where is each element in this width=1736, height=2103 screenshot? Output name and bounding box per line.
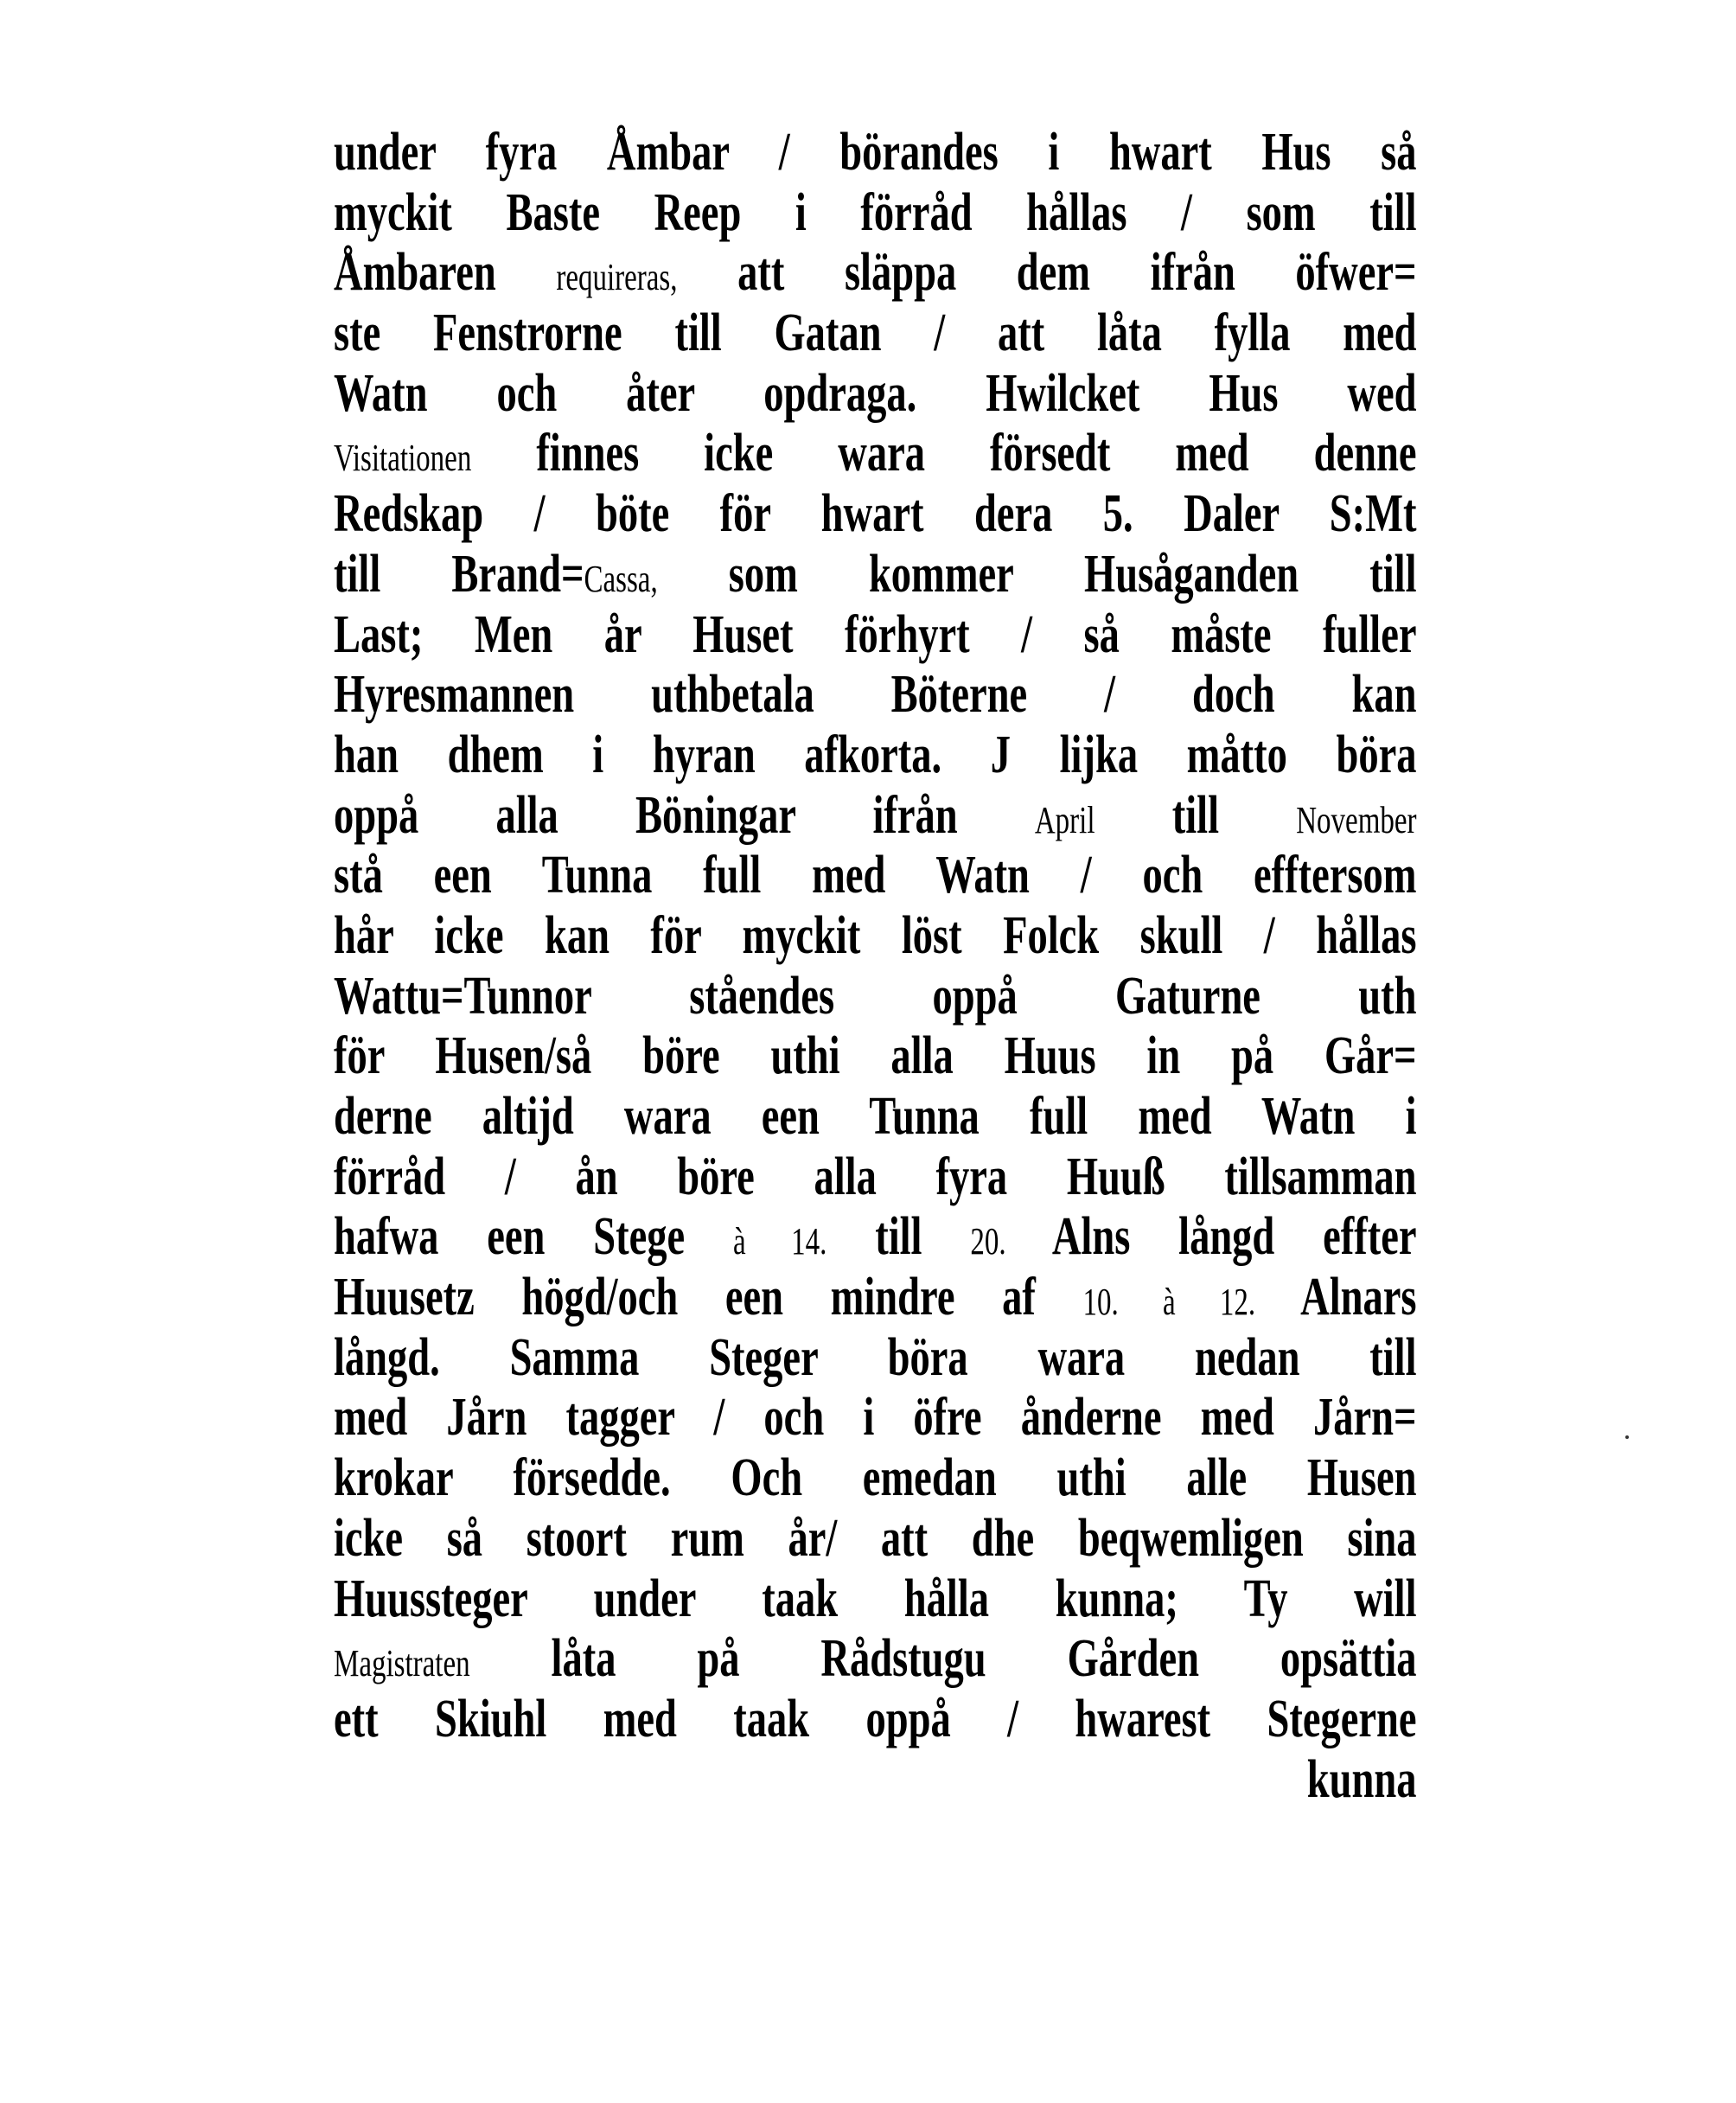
text-segment: till	[827, 1207, 971, 1267]
text-line	[334, 183, 1417, 244]
text-line	[334, 726, 1417, 786]
text-line	[334, 605, 1417, 666]
text-segment: Åmbaren	[334, 243, 557, 303]
text-segment: han dhem i hyran afkorta. J lijka måtto böra	[334, 725, 1417, 784]
text-line	[334, 1026, 1417, 1087]
text-line	[334, 906, 1417, 967]
text-segment: oppå alla Böningar ifrån	[334, 785, 1035, 845]
text-line	[334, 243, 1417, 304]
text-segment: under fyra Åmbar / börandes i hwart Hus så	[334, 123, 1417, 182]
text-segment: förråd / ån böre alla fyra Huuß tillsamman	[334, 1147, 1417, 1206]
latin-word: 10. à 12.	[1082, 1281, 1256, 1324]
text-segment: Redskap / böte för hwart dera 5. Daler S:Mt	[334, 484, 1417, 544]
text-segment: derne altijd wara een Tunna full med Watn i	[334, 1087, 1417, 1146]
text-line	[334, 304, 1417, 364]
text-line	[334, 123, 1417, 183]
text-segment: att släppa dem ifrån öfwer=	[677, 243, 1417, 303]
text-line	[334, 1448, 1417, 1509]
text-segment: icke så stoort rum år/ att dhe beqwemligen sina	[334, 1508, 1417, 1568]
body-text	[334, 123, 1417, 1810]
text-segment: krokar försedde. Och emedan uthi alle Husen	[334, 1448, 1417, 1508]
text-line	[334, 484, 1417, 545]
text-segment: ett Skiuhl med taak oppå / hwarest Stegerne	[334, 1689, 1417, 1748]
text-line	[334, 967, 1417, 1027]
text-line	[334, 786, 1417, 847]
text-segment: Alnars	[1255, 1268, 1417, 1327]
text-line	[334, 1509, 1417, 1569]
text-segment: Alns långd effter	[1005, 1207, 1417, 1267]
text-line	[334, 364, 1417, 425]
text-line	[334, 1629, 1417, 1690]
catchword: kunna	[1306, 1749, 1417, 1809]
text-segment: finnes icke wara försedt med denne	[471, 424, 1417, 483]
text-line	[334, 665, 1417, 726]
text-segment: med Jårn tagger / och i öfre ånderne med Jårn=	[334, 1388, 1417, 1448]
latin-word: Visitationen	[334, 437, 472, 480]
speck	[1625, 1435, 1629, 1439]
text-segment: Hyresmannen uthbetala Böterne / doch kan	[334, 665, 1417, 725]
latin-word: April	[1034, 798, 1095, 841]
latin-word: November	[1296, 798, 1417, 841]
text-segment: myckit Baste Reep i förråd hållas / som till	[334, 182, 1417, 242]
text-line	[334, 1147, 1417, 1208]
text-segment: Last; Men år Huset förhyrt / så måste fuller	[334, 604, 1417, 664]
text-line	[334, 1690, 1417, 1750]
text-segment: ste Fenstrorne till Gatan / att låta fylla med	[334, 304, 1417, 363]
latin-word: à 14.	[732, 1220, 827, 1263]
text-line	[334, 1087, 1417, 1147]
text-line	[334, 545, 1417, 605]
text-segment: stå een Tunna full med Watn / och efftersom	[334, 846, 1417, 905]
text-line	[334, 1328, 1417, 1389]
text-segment: Huusetz högd/och een mindre af	[334, 1268, 1083, 1327]
latin-word: 20.	[970, 1220, 1006, 1263]
latin-word: requireras,	[556, 256, 678, 299]
text-segment: till	[1095, 785, 1297, 845]
text-segment: Watn och åter opdraga. Hwilcket Hus wed	[334, 363, 1417, 423]
text-line	[334, 1207, 1417, 1268]
text-line	[334, 1569, 1417, 1630]
text-segment: för Husen/så böre uthi alla Huus in på Går=	[334, 1026, 1417, 1086]
text-line	[334, 846, 1417, 906]
text-line	[334, 424, 1417, 484]
text-segment: till Brand=	[334, 544, 584, 604]
text-line	[334, 1388, 1417, 1448]
text-line	[334, 1268, 1417, 1328]
text-segment: som kommer Husåganden till	[657, 544, 1417, 604]
text-segment: hår icke kan för myckit löst Folck skull / hållas	[334, 905, 1417, 965]
latin-word: Cassa,	[584, 557, 658, 600]
text-segment: hafwa een Stege	[334, 1207, 733, 1267]
text-segment: Wattu=Tunnor ståendes oppå Gaturne uth	[334, 966, 1417, 1026]
text-segment: låta på Rådstugu Gården opsättia	[469, 1629, 1417, 1689]
latin-word: Magistraten	[334, 1642, 470, 1685]
text-segment: långd. Samma Steger böra wara nedan till	[334, 1327, 1417, 1387]
text-segment: Huussteger under taak hålla kunna; Ty will	[334, 1569, 1417, 1628]
